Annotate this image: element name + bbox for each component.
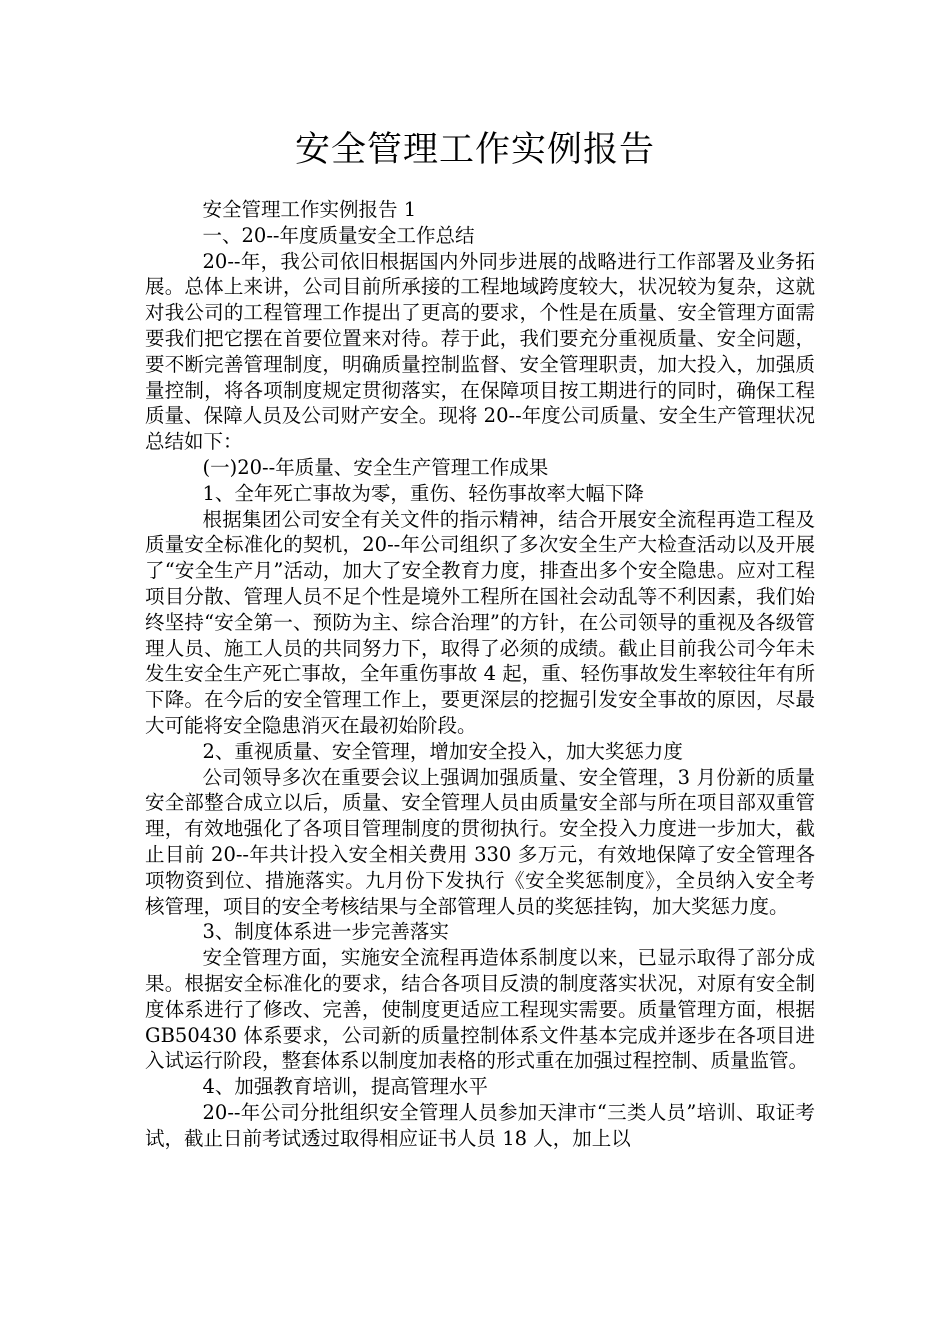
body-paragraph: 安全管理方面，实施安全流程再造体系制度以来，已显示取得了部分成果。根据安全标准化的要求，结合各项目反溃的制度落实状况，对原有安全制度体系进行了修改、完善，使制度更适应工程现实需要。质量管理方面，根据 GB50430 体系要求，公司新的质量控制体系文件基本完成并逐步在各项目进入试运行阶段，整套体系以制度加表格的形式重在加强过程控制、质量监管。 <box>145 946 815 1073</box>
section-heading: 1、全年死亡事故为零，重伤、轻伤事故率大幅下降 <box>202 481 644 505</box>
section-heading: 4、加强教育培训，提高管理水平 <box>202 1075 488 1099</box>
body-paragraph: 根据集团公司安全有关文件的指示精神，结合开展安全流程再造工程及质量安全标准化的契机，20--年公司组织了多次安全生产大检查活动以及开展了“安全生产月”活动，加大了安全教育力度，排查出多个安全隐患。应对工程项目分散、管理人员不足个性是境外工程所在国社会动乱等不利因素，我们始终坚持“安全第一、预防为主、综合治理”的方针，在公司领导的重视及各级管理人员、施工人员的共同努力下，取得了必须的成绩。截止目前我公司今年未发生安全生产死亡事故，全年重伤事故 4 起，重、轻伤事故发生率较往年有所下降。在今后的安全管理工作上，要更深层的挖掘引发安全事故的原因，尽最大可能将安全隐患消灭在最初始阶段。 <box>145 507 815 737</box>
section-heading: 2、重视质量、安全管理，增加安全投入，加大奖惩力度 <box>202 739 683 763</box>
section-heading: 3、制度体系进一步完善落实 <box>202 920 449 944</box>
section-heading: (一)20--年质量、安全生产管理工作成果 <box>202 455 549 479</box>
section-heading: 一、20--年度质量安全工作总结 <box>202 223 475 247</box>
document-body <box>145 197 815 1151</box>
body-paragraph: 公司领导多次在重要会议上强调加强质量、安全管理，3 月份新的质量安全部整合成立以后，质量、安全管理人员由质量安全部与所在项目部双重管理，有效地强化了各项目管理制度的贯彻执行。安全投入力度进一步加大，截止目前 20--年共计投入安全相关费用 330 多万元，有效地保障了安全管理各项物资到位、措施落实。九月份下发执行《安全奖惩制度》，全员纳入安全考核管理，项目的安全考核结果与全部管理人员的奖惩挂钩，加大奖惩力度。 <box>145 765 815 918</box>
body-paragraph: 20--年公司分批组织安全管理人员参加天津市“三类人员”培训、取证考试，截止日前考试透过取得相应证书人员 18 人，加上以 <box>145 1100 815 1150</box>
document-title: 安全管理工作实例报告 <box>294 130 655 170</box>
section-heading: 安全管理工作实例报告 1 <box>202 198 417 221</box>
body-paragraph: 20--年，我公司依旧根据国内外同步进展的战略进行工作部署及业务拓展。总体上来讲，公司目前所承接的工程地域跨度较大，状况较为复杂，这就对我公司的工程管理工作提出了更高的要求，个性是在质量、安全管理方面需要我们把它摆在首要位置来对待。荐于此，我们要充分重视质量、安全问题，要不断完善管理制度，明确质量控制监督、安全管理职责，加大投入，加强质量控制，将各项制度规定贯彻落实，在保障项目按工期进行的同时，确保工程质量、保障人员及公司财产安全。现将 20--年度公司质量、安全生产管理状况总结如下： <box>145 249 815 454</box>
